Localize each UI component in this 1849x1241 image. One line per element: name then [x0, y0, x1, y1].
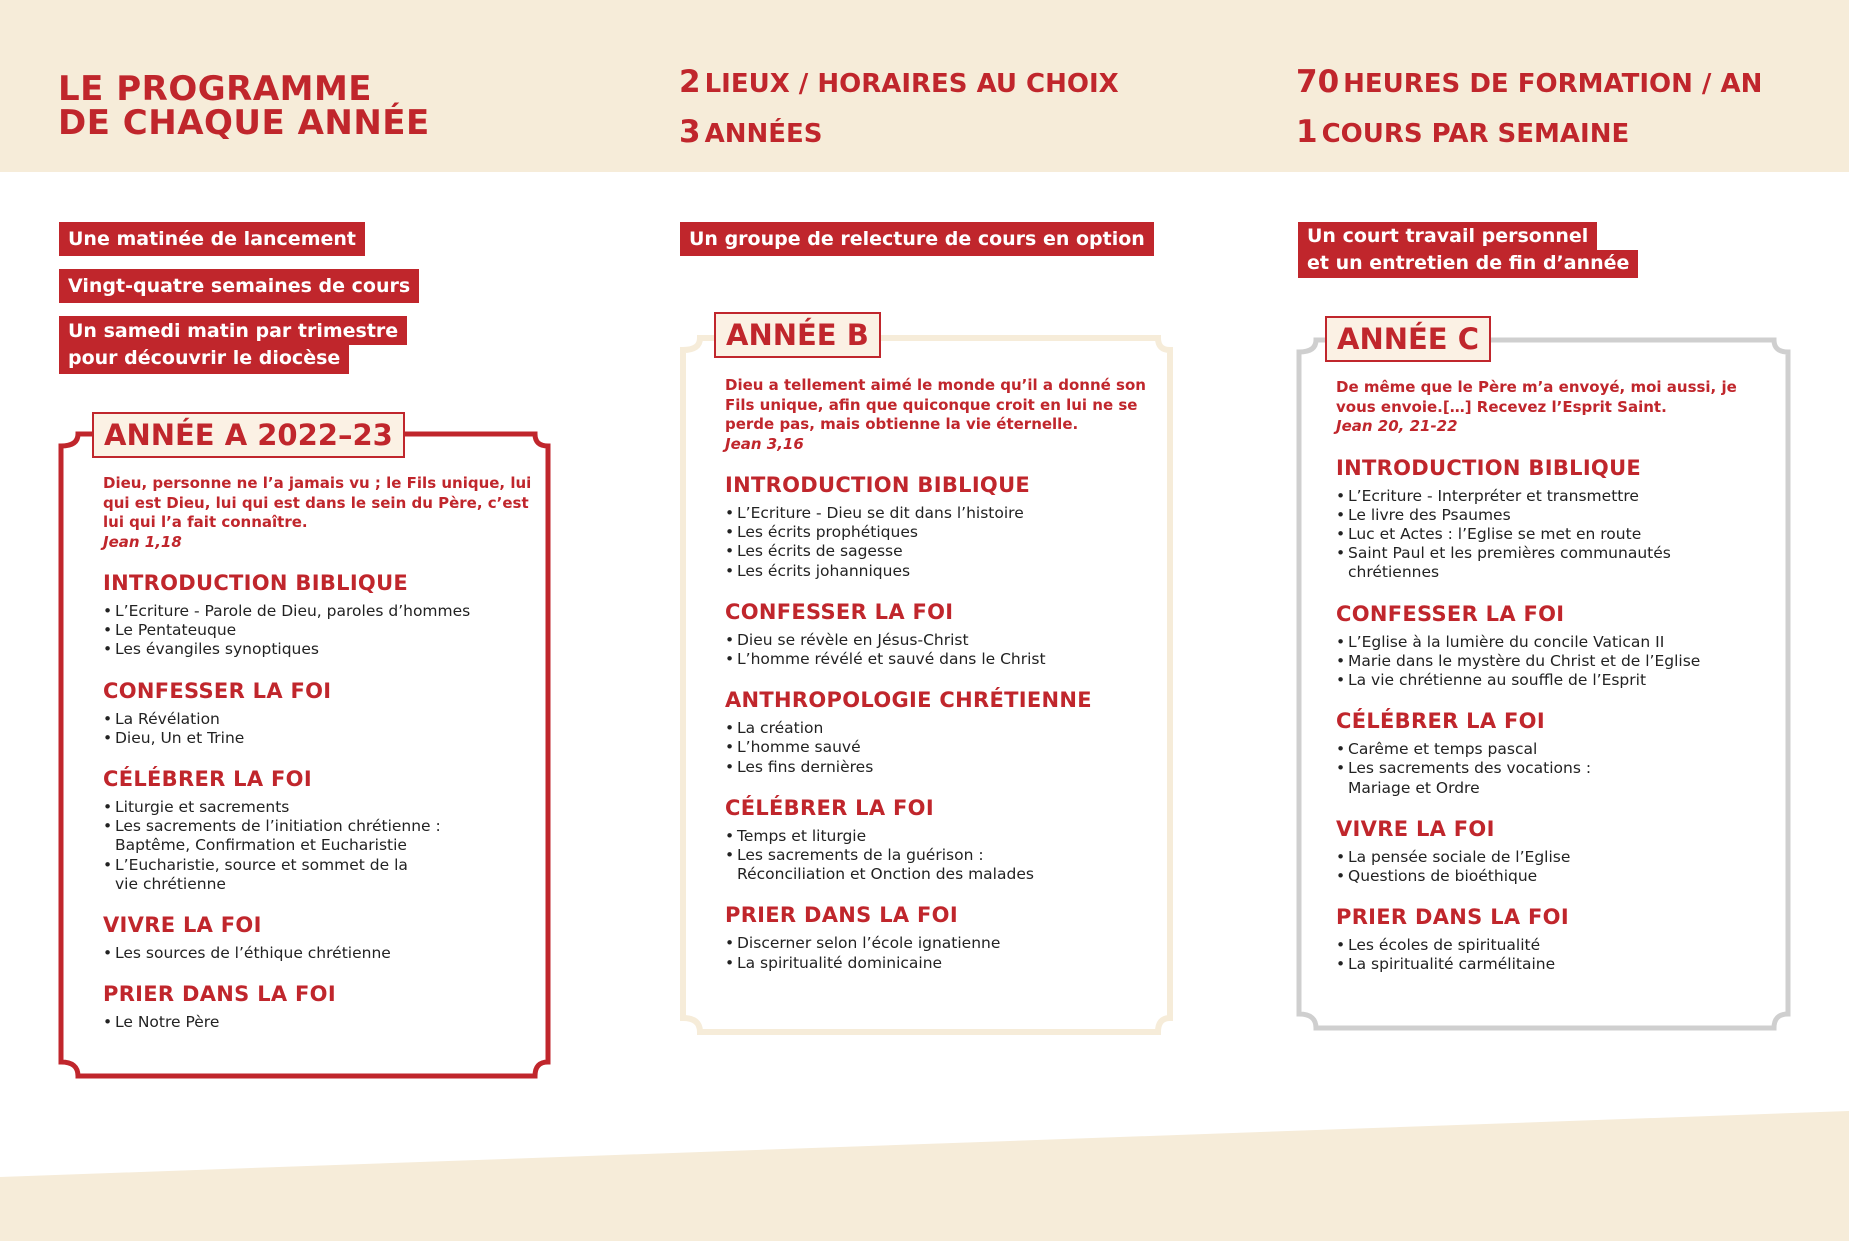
topic-item: • Les sources de l’éthique chrétienne — [103, 944, 543, 963]
course-section — [725, 795, 1165, 885]
topic-item: • La vie chrétienne au souffle de l’Esprit — [1336, 671, 1776, 690]
stat-text: ANNÉES — [704, 119, 823, 149]
section-title: CONFESSER LA FOI — [1336, 601, 1565, 626]
topic-item: • L’Ecriture - Parole de Dieu, paroles d’hommes — [103, 602, 543, 621]
stat-annees — [679, 114, 822, 150]
section-title: INTRODUCTION BIBLIQUE — [103, 571, 409, 595]
stat-lieux — [679, 64, 1119, 100]
course-section — [103, 570, 543, 660]
card-annee-c — [1296, 314, 1796, 1046]
topic-item: • Marie dans le mystère du Christ et de l’Eglise — [1336, 652, 1776, 671]
stat-number: 3 — [679, 114, 701, 150]
footer-band — [0, 1111, 1849, 1241]
section-title: PRIER DANS LA FOI — [1336, 905, 1569, 930]
year-label: ANNÉE B — [714, 312, 881, 358]
topic-item: • Liturgie et sacrements — [103, 798, 543, 817]
topic-item: • Les écoles de spiritualité — [1336, 936, 1776, 955]
course-section — [1336, 904, 1776, 974]
topic-item: • Les écrits de sagesse — [725, 542, 1165, 561]
quote-text: Dieu a tellement aimé le monde qu’il a donné son Fils unique, afin que quiconque croit en lui ne se perde pas, mais obtienne la vie éternelle. — [725, 376, 1146, 433]
scripture-quote — [1336, 378, 1776, 437]
section-title: PRIER DANS LA FOI — [103, 982, 336, 1007]
stat-number: 2 — [679, 64, 701, 100]
section-title: CÉLÉBRER LA FOI — [1336, 709, 1545, 734]
course-section — [725, 902, 1165, 972]
stat-text: HEURES DE FORMATION / AN — [1343, 69, 1763, 99]
topic-item: • Luc et Actes : l’Eglise se met en route — [1336, 525, 1776, 544]
course-section — [1336, 601, 1776, 691]
quote-text: Dieu, personne ne l’a jamais vu ; le Fils unique, lui qui est Dieu, lui qui est dans le sein du Père, c’est lui qui l’a fait connaître. — [103, 474, 532, 531]
tag-line: et un entretien de fin d’année — [1298, 250, 1638, 278]
topic-list — [1336, 740, 1776, 798]
stat-text: COURS PAR SEMAINE — [1321, 119, 1630, 149]
topic-item: • L’homme sauvé — [725, 738, 1165, 757]
title-line: DE CHAQUE ANNÉE — [58, 103, 430, 143]
topic-list — [103, 710, 543, 748]
year-label: ANNÉE A 2022–23 — [92, 412, 405, 458]
topic-list — [103, 944, 543, 963]
section-title: CONFESSER LA FOI — [725, 599, 954, 624]
topic-item: • La Révélation — [103, 710, 543, 729]
scripture-quote — [725, 376, 1165, 454]
topic-item: • La spiritualité carmélitaine — [1336, 955, 1776, 974]
course-section — [1336, 708, 1776, 798]
topic-list — [1336, 936, 1776, 974]
section-title: VIVRE LA FOI — [1336, 816, 1495, 841]
topic-list — [103, 602, 543, 660]
topic-list — [725, 827, 1165, 885]
tag-vingt-quatre-semaines: Vingt-quatre semaines de cours — [59, 269, 419, 303]
stat-number: 70 — [1296, 64, 1340, 100]
course-section — [103, 981, 543, 1032]
topic-item: • La spiritualité dominicaine — [725, 954, 1165, 973]
topic-list — [725, 631, 1165, 669]
topic-list — [103, 798, 543, 894]
course-section — [103, 766, 543, 894]
topic-item: • Saint Paul et les premières communautés chrétiennes — [1336, 544, 1776, 582]
topic-item: • Le Notre Père — [103, 1013, 543, 1032]
tag-samedi-matin — [59, 316, 407, 374]
topic-item: • L’Eucharistie, source et sommet de la vie chrétienne — [103, 856, 543, 894]
page-title — [58, 69, 430, 143]
course-section — [103, 912, 543, 963]
card-body — [1336, 378, 1776, 975]
topic-item: • Le livre des Psaumes — [1336, 506, 1776, 525]
section-list — [725, 472, 1165, 973]
quote-reference: Jean 3,16 — [725, 434, 804, 453]
topic-item: • Discerner selon l’école ignatienne — [725, 934, 1165, 953]
section-list — [1336, 455, 1776, 975]
tag-travail-personnel — [1298, 222, 1638, 278]
topic-item: • Les sacrements de la guérison : Réconciliation et Onction des malades — [725, 846, 1165, 884]
section-title: INTRODUCTION BIBLIQUE — [725, 473, 1031, 497]
topic-item: • L’homme révélé et sauvé dans le Christ — [725, 650, 1165, 669]
topic-list — [1336, 633, 1776, 691]
topic-item: • Les sacrements des vocations : Mariage et Ordre — [1336, 759, 1776, 797]
topic-item: • La création — [725, 719, 1165, 738]
stat-text: LIEUX / HORAIRES AU CHOIX — [704, 69, 1119, 99]
section-title: PRIER DANS LA FOI — [725, 903, 958, 928]
topic-item: • Les écrits prophétiques — [725, 523, 1165, 542]
title-line: LE PROGRAMME — [58, 69, 373, 109]
stat-heures — [1296, 64, 1762, 100]
course-section — [725, 472, 1165, 581]
card-body — [103, 474, 543, 1032]
course-section — [725, 599, 1165, 669]
tag-line: Un samedi matin par trimestre — [59, 316, 407, 345]
scripture-quote — [103, 474, 543, 552]
section-title: CÉLÉBRER LA FOI — [103, 767, 312, 792]
topic-item: • Le Pentateuque — [103, 621, 543, 640]
quote-reference: Jean 20, 21-22 — [1336, 417, 1458, 435]
tag-matinee-lancement: Une matinée de lancement — [59, 222, 365, 256]
topic-list — [103, 1013, 543, 1032]
quote-text: De même que le Père m’a envoyé, moi aussi, je vous envoie.[…] Recevez l’Esprit Saint. — [1336, 378, 1737, 416]
topic-item: • Temps et liturgie — [725, 827, 1165, 846]
topic-item: • Les écrits johanniques — [725, 562, 1165, 581]
topic-list — [725, 504, 1165, 581]
section-title: INTRODUCTION BIBLIQUE — [1336, 455, 1642, 480]
topic-list — [725, 719, 1165, 777]
topic-item: • Dieu, Un et Trine — [103, 729, 543, 748]
card-body — [725, 376, 1165, 973]
topic-list — [1336, 848, 1776, 886]
footer-slope — [0, 1111, 1849, 1241]
section-list — [103, 570, 543, 1032]
topic-item: • Carême et temps pascal — [1336, 740, 1776, 759]
topic-item: • Les fins dernières — [725, 758, 1165, 777]
tag-line: pour découvrir le diocèse — [59, 345, 349, 374]
stat-number: 1 — [1296, 114, 1318, 150]
topic-item: • Les sacrements de l’initiation chrétienne : Baptême, Confirmation et Eucharistie — [103, 817, 543, 855]
year-label: ANNÉE C — [1325, 316, 1491, 362]
topic-item: • L’Ecriture - Dieu se dit dans l’histoire — [725, 504, 1165, 523]
topic-item: • Questions de bioéthique — [1336, 867, 1776, 886]
section-title: CÉLÉBRER LA FOI — [725, 795, 934, 820]
section-title: ANTHROPOLOGIE CHRÉTIENNE — [725, 688, 1092, 713]
stat-cours — [1296, 114, 1629, 150]
topic-item: • L’Ecriture - Interpréter et transmettre — [1336, 487, 1776, 506]
card-annee-a — [58, 410, 558, 1100]
course-section — [725, 687, 1165, 777]
course-section — [103, 678, 543, 748]
topic-item: • Les évangiles synoptiques — [103, 640, 543, 659]
topic-item: • L’Eglise à la lumière du concile Vatican II — [1336, 633, 1776, 652]
tag-groupe-relecture: Un groupe de relecture de cours en option — [680, 222, 1154, 256]
section-title: VIVRE LA FOI — [103, 913, 262, 938]
card-annee-b — [680, 312, 1180, 1054]
topic-item: • La pensée sociale de l’Eglise — [1336, 848, 1776, 867]
topic-list — [1336, 487, 1776, 583]
course-section — [1336, 455, 1776, 583]
course-section — [1336, 816, 1776, 886]
topic-list — [725, 934, 1165, 972]
quote-reference: Jean 1,18 — [103, 532, 182, 551]
section-title: CONFESSER LA FOI — [103, 678, 332, 703]
topic-item: • Dieu se révèle en Jésus-Christ — [725, 631, 1165, 650]
tag-line: Un court travail personnel — [1298, 222, 1597, 250]
